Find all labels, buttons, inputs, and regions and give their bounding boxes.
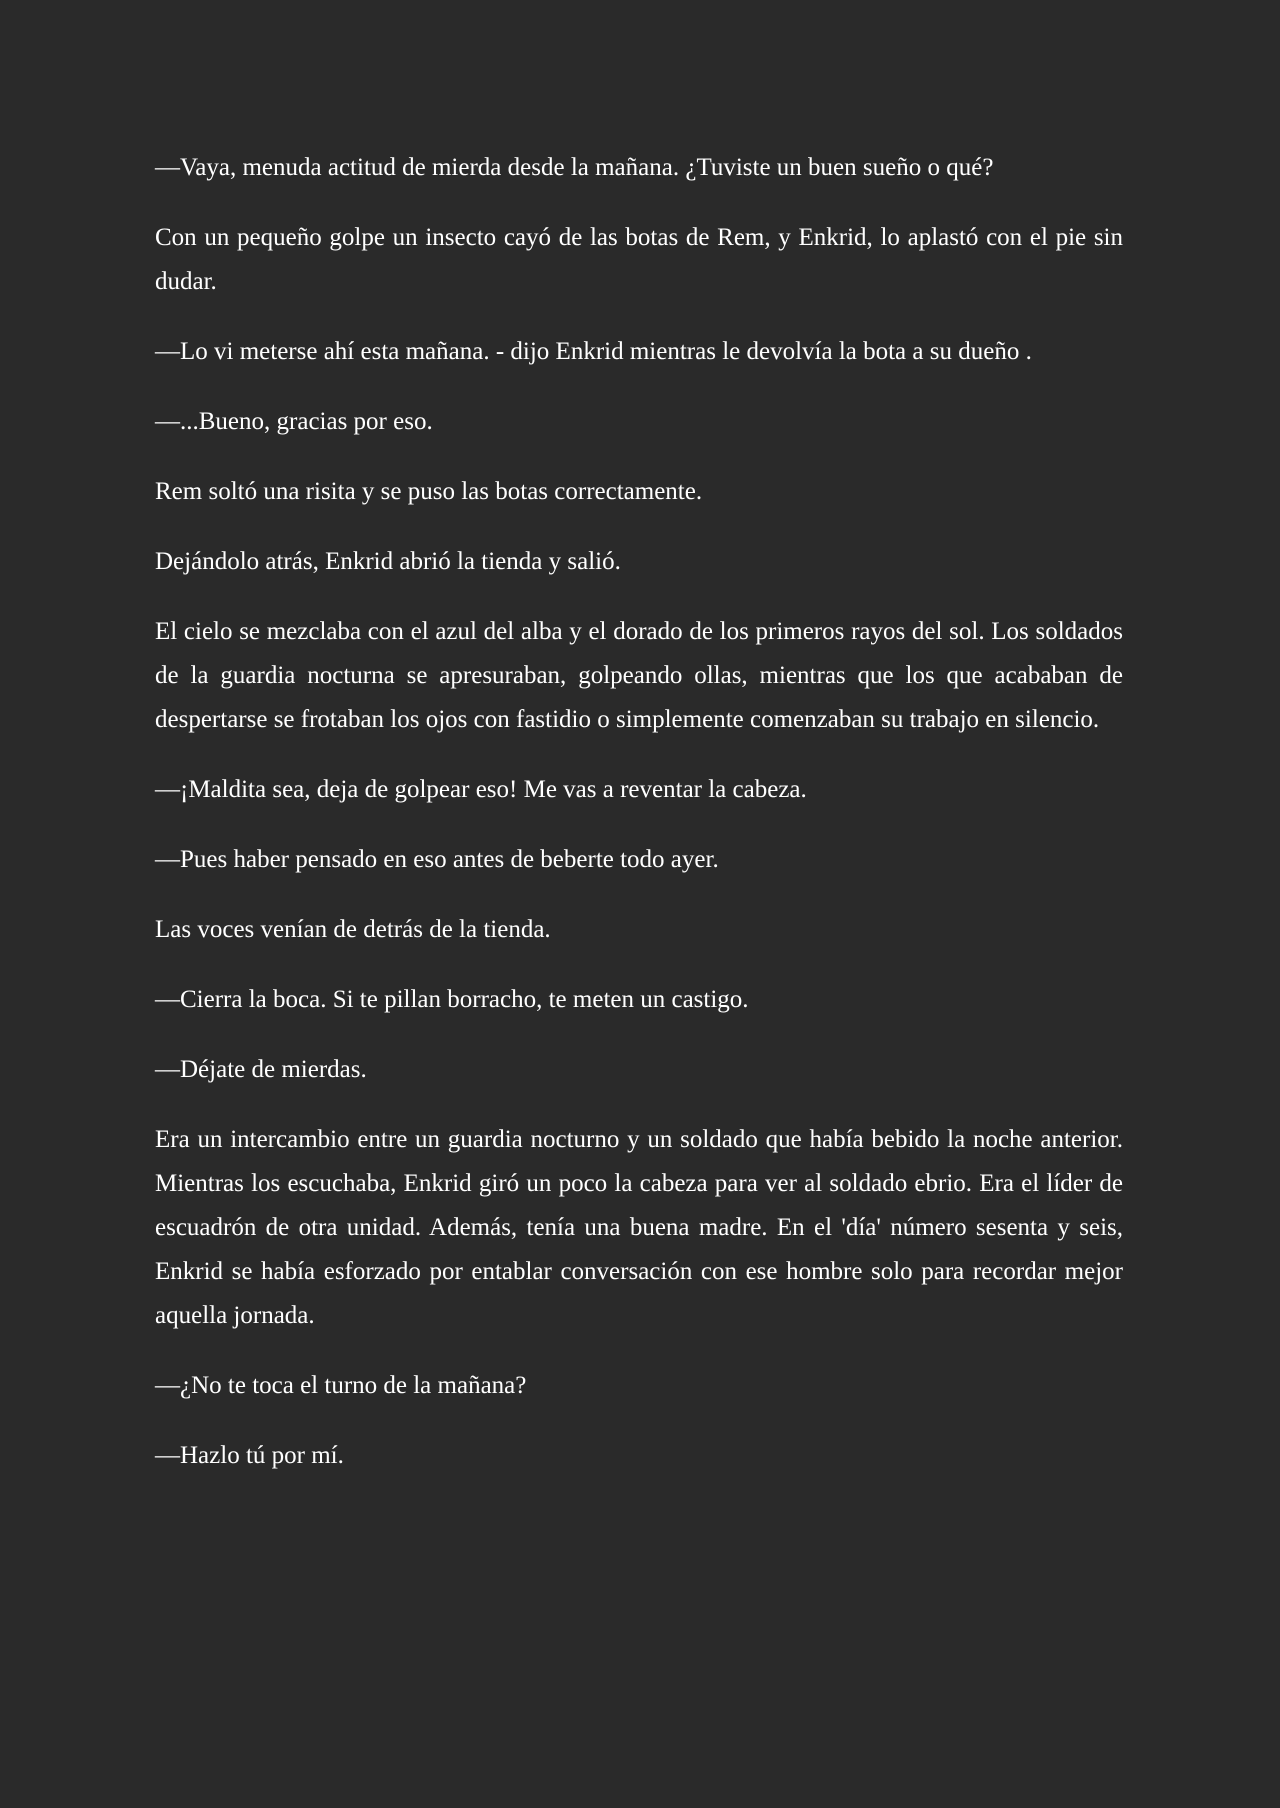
dialogue-paragraph: —Lo vi meterse ahí esta mañana. - dijo Enkrid mientras le devolvía la bota a su dueño . bbox=[155, 338, 1032, 365]
narrative-paragraph: El cielo se mezclaba con el azul del alba y el dorado de los primeros rayos del sol. Los soldados de la guardia nocturna se apresuraban, golpeando ollas, mientras que los que acababan de despertarse se frotaban los ojos con fastidio o simplemente comenzaban su trabajo en silencio. bbox=[155, 618, 1123, 733]
dialogue-paragraph: —...Bueno, gracias por eso. bbox=[155, 408, 433, 435]
narrative-paragraph: Con un pequeño golpe un insecto cayó de las botas de Rem, y Enkrid, lo aplastó con el pie sin dudar. bbox=[155, 224, 1123, 295]
dialogue-paragraph: —Cierra la boca. Si te pillan borracho, te meten un castigo. bbox=[155, 986, 749, 1013]
document-page bbox=[155, 146, 1123, 1504]
narrative-paragraph: Era un intercambio entre un guardia nocturno y un soldado que había bebido la noche anterior. Mientras los escuchaba, Enkrid giró un poco la cabeza para ver al soldado ebrio. Era el líder de escuadrón de otra unidad. Además, tenía una buena madre. En el 'día' número sesenta y seis, Enkrid se había esforzado por entablar conversación con ese hombre solo para recordar mejor aquella jornada. bbox=[155, 1126, 1123, 1329]
dialogue-paragraph: —¿No te toca el turno de la mañana? bbox=[155, 1372, 527, 1399]
dialogue-paragraph: —¡Maldita sea, deja de golpear eso! Me vas a reventar la cabeza. bbox=[155, 776, 807, 803]
narrative-paragraph: Rem soltó una risita y se puso las botas correctamente. bbox=[155, 478, 703, 505]
dialogue-paragraph: —Hazlo tú por mí. bbox=[155, 1442, 344, 1469]
narrative-paragraph: Las voces venían de detrás de la tienda. bbox=[155, 916, 551, 943]
dialogue-paragraph: —Déjate de mierdas. bbox=[155, 1056, 367, 1083]
dialogue-paragraph: —Vaya, menuda actitud de mierda desde la mañana. ¿Tuviste un buen sueño o qué? bbox=[155, 154, 994, 181]
dialogue-paragraph: —Pues haber pensado en eso antes de beberte todo ayer. bbox=[155, 846, 719, 873]
narrative-paragraph: Dejándolo atrás, Enkrid abrió la tienda y salió. bbox=[155, 548, 621, 575]
